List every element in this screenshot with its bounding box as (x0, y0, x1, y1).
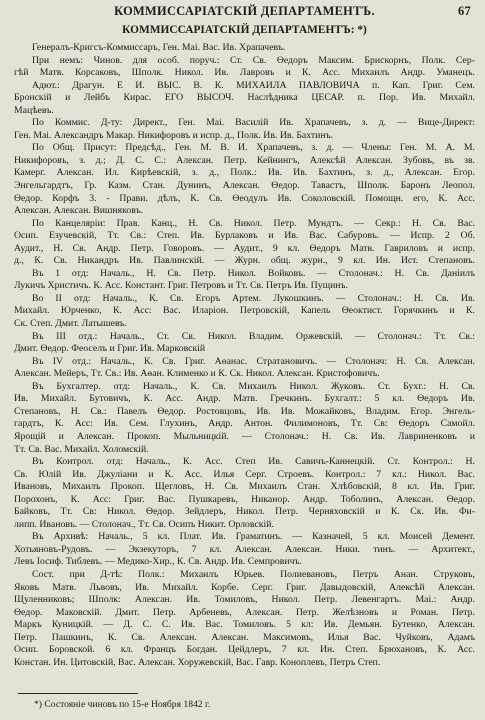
text-line: Мацѣевъ. (14, 104, 54, 116)
text-line: Порохонъ, К. Асс: Григ. Вас. Пушкаревъ, Никанор. Андр. Тоболинъ, Алексан. Ѳедор. (14, 493, 475, 505)
text-line: Никифоровъ, з. д.; Д. С. С.: Алексан. Петр. Кейнингъ, Алексѣй Алексан. Зубовъ, въ зв. (14, 154, 475, 166)
section-title: КОММИССАРІАТСКІЙ ДЕПАРТАМЕНТЪ: *) (122, 24, 367, 36)
text-line: липп. Ивановъ. — Столонач., Тт. Св. Осипъ Никит. Орловскій. (14, 518, 274, 530)
text-line: Констан. Ин. Цитовскій, Вас. Алексан. Хоружевскій, Вас. Гавр. Коноплевъ, Петръ Степ. (14, 656, 381, 668)
text-line: Ив. Михайл. Бутовичъ, К. Асс. Андр. Матв. Гречкинъ. Бухгалт.: 5 кл. Ѳедоръ Ив. (14, 393, 475, 405)
text-line: Левъ Іосиф. Тиблевъ. — Медико-Хир., К. Св. Андр. Ив. Семпровичъ. (14, 556, 302, 568)
text-line: д., К. Св. Никандръ Ив. Павлинскій. — Журн. общ. журн., 9 кл. Ин. Ист. Степановъ. (14, 255, 475, 267)
text-line: Въ III отд.: Началь., Ст. Св. Никол. Владим. Оржевскій. — Столонач.: Тт. Св.: (32, 330, 475, 342)
text-line: Ивановъ, Михаилъ Прокоп. Щегловъ, Н. Св. Михаилъ Стан. Хлѣбовскій, 8 кл. Ив. Григ. (14, 481, 475, 493)
text-line: Осип. Боровской. 6 кл. Францъ Богдан. Цейдлеръ, 7 кл. Ин. Степ. Брюхановъ, К. Асс. (14, 644, 475, 656)
text-line: Адют.: Драгун. Е И. ВЫС. В. К. МИХАИЛА ПАВЛОВИЧА п. Кап. Григ. Сем. (32, 79, 475, 91)
footnote-rule (18, 693, 138, 694)
text-line: Ген. Маі. Александръ Макар. Никифоровъ и испр. д., Полк. Ив. Ив. Бахтинъ. (14, 129, 334, 141)
text-line: Алексан. Мейеръ, Тт. Св.: Ив. Аѳан. Клименко и К. Ск. Никол. Алексан. Кристофовичъ. (14, 368, 380, 380)
text-line: По Канцеляріи: Прав. Канц., Н. Св. Никол. Петр. Мундтъ. — Секр.: Н. Св. Вас. (32, 217, 475, 229)
text-line: По Общ. Присут: Предсѣд., Ген. М. В. И. Храпачевъ, з. д. — Члены: Ген. М. А. М. (32, 142, 475, 154)
text-line: Тт. Св. Вас. Михайл. Холомскій. (14, 443, 149, 455)
body-text (14, 42, 475, 669)
text-line: Во II отд: Началь., К. Св. Егоръ Артем. Лукошкинъ. — Столонач.: Н. Св. Ив. (32, 292, 475, 304)
text-line: Ѳедор. Маковскій. Дмит. Петр. Арбеневъ, Алексан. Петр. Желѣзновъ и Роман. Петр. (14, 606, 475, 618)
text-line: Лукичъ Христичъ. К. Асс. Констант. Григ. Петровъ и Тт. Св. Петръ Ив. Пущинъ. (14, 280, 348, 292)
text-line: При немъ: Чинов. для особ. поруч.: Ст. Св. Ѳедоръ Максим. Брискорнъ, Полк. Сер- (32, 54, 475, 66)
text-line: Яковъ Матв. Львовъ, Ив. Михайл. Корбе. Серг. Григ. Давыдовскій, Алексѣй Алексан. (14, 581, 475, 593)
text-line: Маркъ Куницкій. — Д. С. С. Ив. Вас. Томиловъ. 5 кл: Ив. Демьян. Бутенко, Алексан. (14, 619, 475, 631)
text-line: Въ IV отд.: Началь., К. Св. Григ. Аѳанас. Стратановичъ. — Столонач: Н. Св. Алексан. (32, 355, 475, 367)
text-line: Камерг. Алексан. Ил. Кирѣевскій, з. д., Полк.: Ив. Ив. Бахтинъ, з. д., Алексан. Егор. (14, 167, 475, 179)
text-line: Дмит. Ѳедор. Феоселъ и Григ. Ив. Марковскій (14, 343, 206, 355)
text-line: Байковъ, Тт. Св: Никол. Ѳедор. Зейдлеръ, Никол. Петр. Черняховскій и К. Ск. Ив. Фи- (14, 506, 475, 518)
page-number: 67 (458, 4, 471, 18)
text-line: Щуленниковъ; Шполк: Алексан. Ив. Томиловъ, Никол. Петр. Левенгартъ. Маі.: Андр. (14, 594, 475, 606)
text-line: гѣй Матв. Корсаковъ, Шполк. Никол. Ив. Лавровъ и К. Асс. Михаилъ Андр. Уманецъ. (14, 67, 475, 79)
footnote: *) Состояніе чиновъ по 15-е Ноября 1842 г. (34, 699, 211, 710)
text-line: гардтъ, К. Асс: Ив. Сем. Глухинъ, Андр. Антон. Филимоновъ, Тт. Св: Ѳедоръ Самойл. (14, 418, 475, 430)
text-line: Ярощій и Алексан. Прокоп. Мыльницкій. — Столонач.: Н. Св. Ив. Лавриненковъ и (14, 430, 475, 442)
text-line: Энгельгардтъ, Гр. Казм. Стан. Дунинъ, Алексан. Ѳедор. Тавастъ, Шполк. Баронъ Леопол. (14, 180, 475, 192)
text-line: Въ Архивѣ: Началь., 5 кл. Плат. Ив. Граматинъ. — Казначей, 5 кл. Моисей Демент. (32, 531, 475, 543)
text-line: Петр. Пашкинъ, К. Св. Алексан. Алексан. Максимовъ, Илья Вас. Чуйковъ, Адамъ (14, 631, 475, 643)
text-line: Ѳедор. Корфъ 3. - Прави. дѣлъ, К. Св. Ѳеодулъ Ив. Соколовскій. Помощн. его, К. Асс. (14, 192, 475, 204)
text-line: Степановъ, Н. Св.: Павелъ Ѳедор. Ростовцовъ, Ив. Ив. Можайковъ, Владим. Егор. Энгель- (14, 405, 475, 417)
text-line: Генералъ-Кригсъ-Коммиссаръ, Ген. Маі. Вас. Ив. Храпачевъ. (32, 42, 286, 53)
text-line: Осип. Езучевскій, Тт. Св.: Степ. Ив. Бурлаковъ и Ив. Вас. Сабуровъ. — Испр. 2 Об. (14, 230, 475, 242)
text-line: Въ 1 отд: Началь., Н. Св. Петр. Никол. Войковъ. — Столонач.: Н. Св. Даніилъ (32, 267, 475, 279)
text-line: Св. Юлій Ив. Джуліани и К. Асс. Илья Серг. Строевъ. Контрол.: 7 кл.: Никол. Вас. (14, 468, 475, 480)
text-line: Въ Бухгалтер. отд: Началь., К. Св. Михаилъ Никол. Жуковъ. Ст. Бухг.: Н. Св. (32, 380, 475, 392)
text-line: Ск. Степ. Дмит. Латышевъ. (14, 318, 127, 330)
text-line: Въ Контрол. отд: Началь., К. Асс. Степ Ив. Савичъ-Каннецкій. Ст. Контрол.: Н. (32, 456, 475, 468)
text-line: Аудит., Н. Св. Андр. Петр. Говоровъ. — Аудит., 9 кл. Ѳедоръ Матв. Гавриловъ и испр. (14, 242, 475, 254)
text-line: Алексан. Алексан. Вишняковъ. (14, 205, 144, 217)
text-line: Сост. при Д-тѣ: Полк.: Михаилъ Юрьев. Полиевановъ, Петръ Анан. Струковъ, (32, 568, 475, 580)
running-head (14, 4, 475, 20)
text-line: По Коммис. Д-ту: Директ., Ген. Маі. Василій Ив. Храпачевъ, з. д. — Вице-Директ: (32, 117, 475, 129)
text-line: Бронскій и Лейбъ Кирас. ЕГО ВЫСОЧ. Наслѣдника ЦЕСАР. п. Пор. Ив. Михайл. (14, 92, 475, 104)
text-line: Михайл. Юрченко, К. Асс: Вас. Иларіон. Петровскій, Капель Ѳеоктист. Горячкинъ и К. (14, 305, 475, 317)
running-title: КОММИССАРІАТСКІЙ ДЕПАРТАМЕНТЪ. (114, 4, 375, 18)
text-line: Хотьяновъ-Рудовъ. — Экзекуторъ, 7 кл. Алексан. Алексан. Ники. тинъ. — Архитект., (14, 543, 475, 555)
